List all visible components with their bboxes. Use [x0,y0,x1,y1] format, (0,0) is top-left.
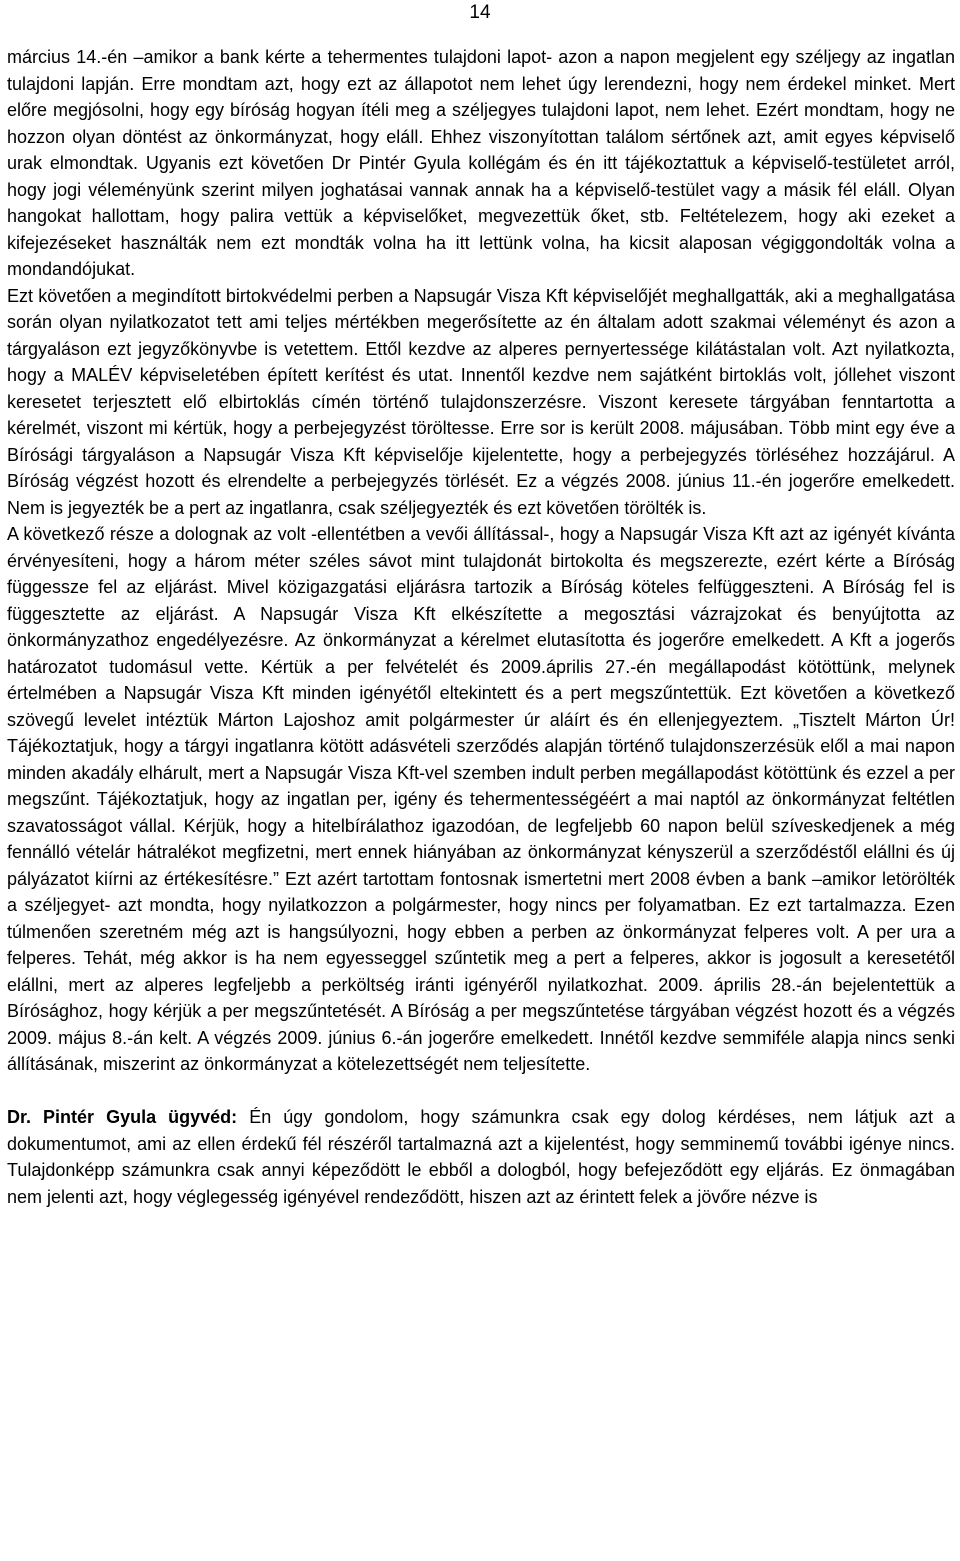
paragraph: március 14.-én –amikor a bank kérte a tehermentes tulajdoni lapot- azon a napon megjelent egy széljegy az ingatlan tulajdoni lapján. Erre mondtam azt, hogy ezt az állapotot nem lehet úgy lerendezni, hogy nem érdekel minket. Mert előre megjósolni, hogy egy bíróság hogyan ítéli meg a széljegyes tulajdoni lapot, nem lehet. Ezért mondtam, hogy ne hozzon olyan döntést az önkormányzat, hogy eláll. Ehhez viszonyítottan találom sértőnek azt, amit egyes képviselő urak elmondtak. Ugyanis ezt követően Dr Pintér Gyula kollégám és én itt tájékoztattuk a képviselő-testületet arról, hogy jogi véleményünk szerint milyen joghatásai vannak annak ha a képviselő-testület vagy a másik fél eláll. Olyan hangokat hallottam, hogy palira vettük a képviselőket, megvezettük őket, stb. Feltételezem, hogy aki ezeket a kifejezéseket használták nem ezt mondták volna ha itt lettünk volna, ha kicsit alaposan végiggondolták volna a mondandójukat. [7,47,955,279]
paragraph: A következő része a dolognak az volt -ellentétben a vevői állítással-, hogy a Napsugár Visza Kft azt az igényét kívánta érvényesíteni, hogy a három méter széles sávot mint tulajdonát birtokolta és megszerezte, ezért kérte a Bíróság függessze fel az eljárást. Mivel közigazgatási eljárásra tartozik a Bíróság köteles felfüggeszteni. A Bíróság fel is függesztette az eljárást. A Napsugár Visza Kft elkészítette a megosztási vázrajzokat és benyújtotta az önkormányzathoz engedélyezésre. Az önkormányzat a kérelmet elutasította és jogerőre emelkedett. A Kft a jogerős határozatot tudomásul vette. Kértük a per felvételét és 2009.április 27.-én megállapodást kötöttünk, melynek értelmében a Napsugár Visza Kft minden igényétől eltekintett és a pert megszűntettük. Ezt követően a következő szövegű levelet intéztük Márton Lajoshoz amit polgármester úr aláírt és én ellenjegyeztem. „Tisztelt Márton Úr! Tájékoztatjuk, hogy a tárgyi ingatlanra kötött adásvételi szerződés alapján történő tulajdonszerzésük elől a mai napon minden akadály elhárult, mert a Napsugár Visza Kft-vel szemben indult perben megállapodást kötöttünk és ezzel a per megszűnt. Tájékoztatjuk, hogy az ingatlan per, igény és tehermentességéért a mai naptól az önkormányzat feltétlen szavatosságot vállal. Kérjük, hogy a hitelbírálathoz igazodóan, de legfeljebb 60 napon belül szíveskedjenek a még fennálló vételár hátralékot megfizetni, mert ennek hiányában az önkormányzat kényszerül a szerződéstől elállni és új pályázatot kiírni az értékesítésre.” Ezt azért tartottam fontosnak ismertetni mert 2008 évben a bank –amikor letörölték a széljegyet- azt mondta, hogy nyilatkozzon a polgármester, hogy nincs per folyamatban. Ez ezt tartalmazza. Ezen túlmenően szeretném még azt is hangsúlyozni, hogy ebben a perben az önkormányzat felperes volt. A per ura a felperes. Tehát, még akkor is ha nem egyesseggel szűntetik meg a pert a felperes, akkor is jogosult a keresetétől elállni, mert az alperes legfeljebb a perköltség iránti igényéről nyilatkozhat. 2009. április 28.-án bejelentettük a Bírósághoz, hogy kérjük a per megszűntetését. A Bíróság a per megszűntetése tárgyában végzést hozott és a végzés 2009. május 8.-án kelt. A végzés 2009. június 6.-án jogerőre emelkedett. Innétől kezdve semmiféle alapja nincs senki állításának, miszerint az önkormányzat a kötelezettségét nem teljesítette. [7,524,955,1074]
blank-line [7,1078,955,1105]
speech-paragraph [7,1104,955,1210]
speaker-name: Dr. Pintér Gyula ügyvéd: [7,1107,238,1127]
paragraph: Ezt követően a megindított birtokvédelmi perben a Napsugár Visza Kft képviselőjét meghallgatták, aki a meghallgatása során olyan nyilatkozatot tett ami teljes mértékben megerősítette az én általam adott szakmai véleményt és azon a tárgyaláson ezt jegyzőkönyvbe is vetettem. Ettől kezdve az alperes pernyertessége kilátástalan volt. Azt nyilatkozta, hogy a MALÉV képviseletében épített kerítést és utat. Innentől kezdve nem sajátként birtoklás volt, jóllehet viszont keresetet terjesztett elő elbirtoklás címén történő tulajdonszerzésre. Viszont keresete tárgyában fenntartotta a kérelmét, viszont mi kértük, hogy a perbejegyzést töröltesse. Erre sor is került 2008. májusában. Több mint egy éve a Bírósági tárgyaláson a Napsugár Visza Kft képviselője kijelentette, hogy a perbejegyzés törléséhez hozzájárul. A Bíróság végzést hozott és elrendelte a perbejegyzés törlését. Ez a végzés 2008. június 11.-én jogerőre emelkedett. Nem is jegyezték be a pert az ingatlanra, csak széljegyezték és ezt követően törölték is. [7,285,955,518]
page-number: 14 [469,2,491,23]
speech-text: Én úgy gondolom, hogy számunkra csak egy dolog kérdéses, nem látjuk azt a dokumentumot, ami az ellen érdekű fél részéről tartalmazná azt a kijelentést, hogy semminemű további igénye nincs. Tulajdonképp számunkra csak annyi képeződött le ebből a dologból, hogy befejeződött egy eljárás. Ez önmagában nem jelenti azt, hogy véglegesség igényével rendeződött, hiszen azt az érintett felek a jövőre nézve is [7,1107,955,1207]
document-body [7,44,955,1210]
